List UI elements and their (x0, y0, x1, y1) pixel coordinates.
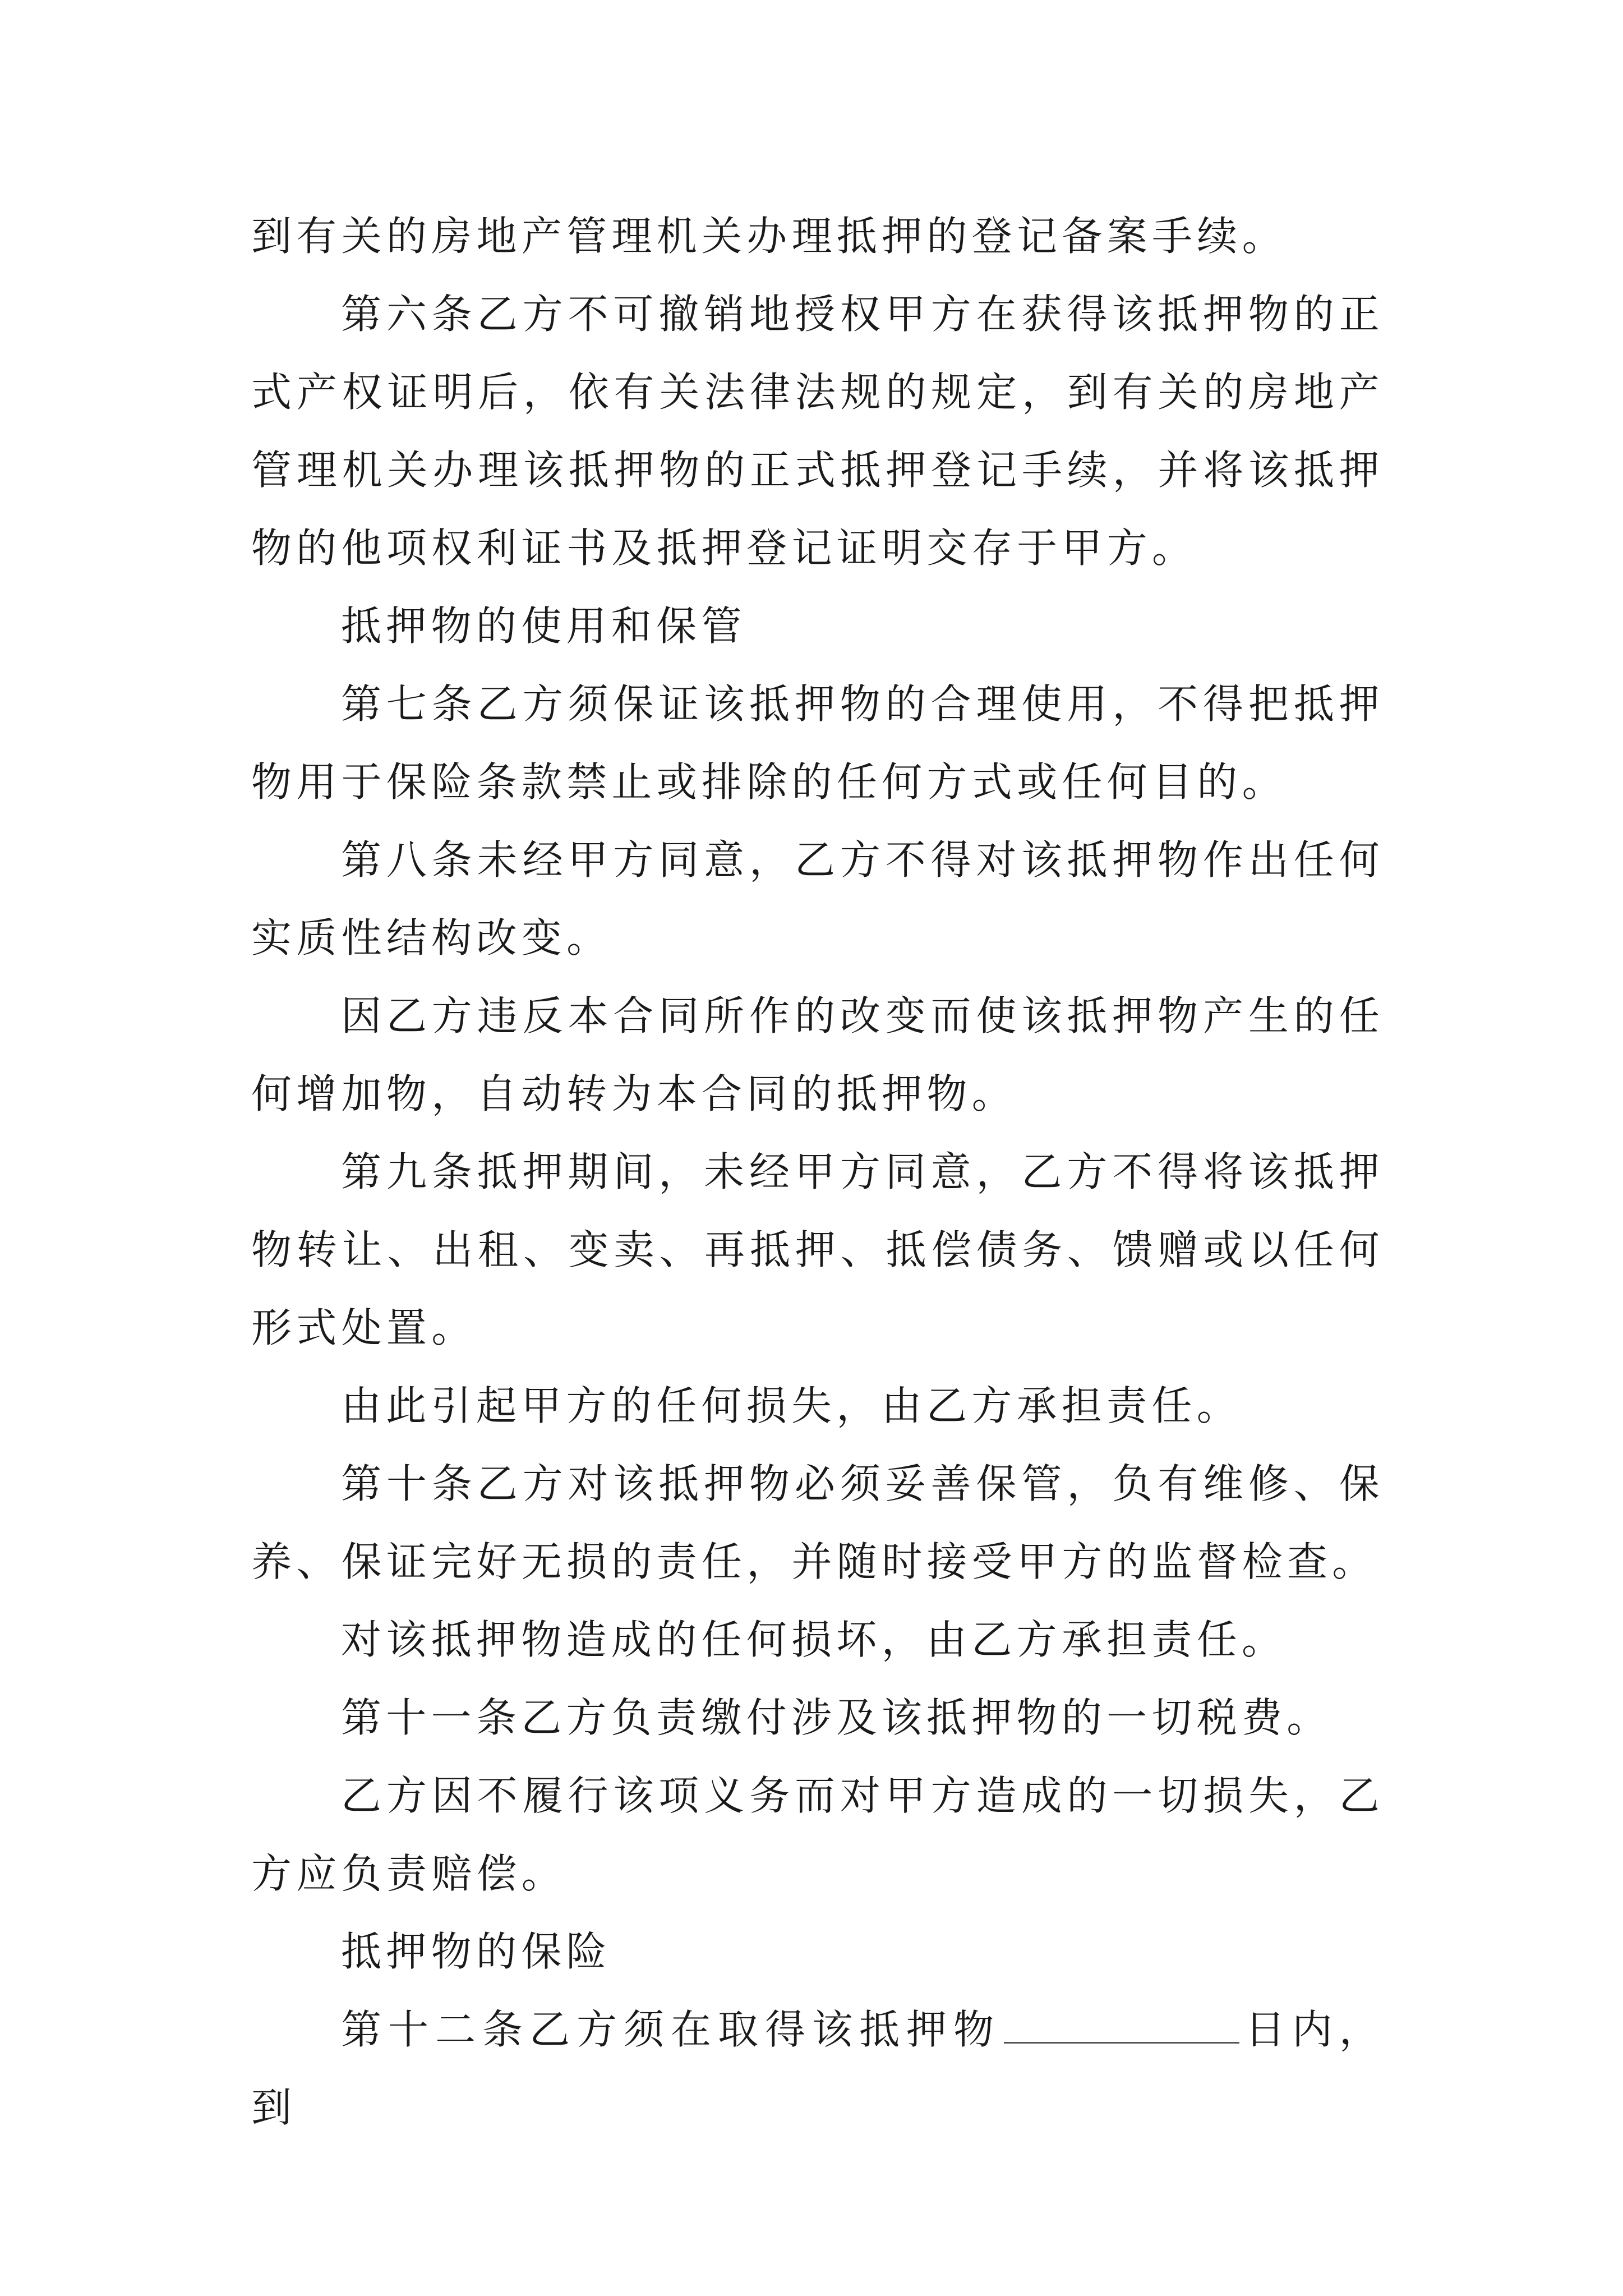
paragraph: 对该抵押物造成的任何损坏，由乙方承担责任。 (341, 1616, 1287, 1663)
section-heading-insurance: 抵押物的保险 (341, 1928, 611, 1975)
paragraph-article-12 (251, 1991, 1384, 2147)
article-12-text-start: 第十二条乙方须在取得该抵押物 (341, 2006, 1000, 2053)
paragraph: 到有关的房地产管理机关办理抵押的登记备案手续。 (251, 213, 1287, 260)
paragraph: 因乙方违反本合同所作的改变而使该抵押物产生的任何增加物，自动转为本合同的抵押物。 (251, 992, 1384, 1117)
article-12-text-end: 日内，到 (251, 2006, 1384, 2131)
paragraph-article-11: 第十一条乙方负责缴付涉及该抵押物的一切税费。 (341, 1694, 1332, 1741)
document-body (251, 197, 1384, 2147)
fill-in-blank-line (1004, 2008, 1239, 2044)
paragraph: 由此引起甲方的任何损失，由乙方承担责任。 (341, 1382, 1242, 1429)
paragraph-article-7: 第七条乙方须保证该抵押物的合理使用，不得把抵押物用于保险条款禁止或排除的任何方式或任何目的。 (251, 680, 1384, 806)
section-heading-use-and-custody: 抵押物的使用和保管 (341, 602, 746, 650)
paragraph-article-6: 第六条乙方不可撤销地授权甲方在获得该抵押物的正式产权证明后，依有关法律法规的规定，到有关的房地产管理机关办理该抵押物的正式抵押登记手续，并将该抵押物的他项权利证书及抵押登记证明交存于甲方。 (251, 291, 1384, 572)
paragraph-article-10: 第十条乙方对该抵押物必须妥善保管，负有维修、保养、保证完好无损的责任，并随时接受甲方的监督检查。 (251, 1460, 1384, 1585)
paragraph-article-9: 第九条抵押期间，未经甲方同意，乙方不得将该抵押物转让、出租、变卖、再抵押、抵偿债务、馈赠或以任何形式处置。 (251, 1148, 1384, 1351)
paragraph: 乙方因不履行该项义务而对甲方造成的一切损失，乙方应负责赔偿。 (251, 1772, 1384, 1897)
paragraph-article-8: 第八条未经甲方同意，乙方不得对该抵押物作出任何实质性结构改变。 (251, 836, 1384, 961)
